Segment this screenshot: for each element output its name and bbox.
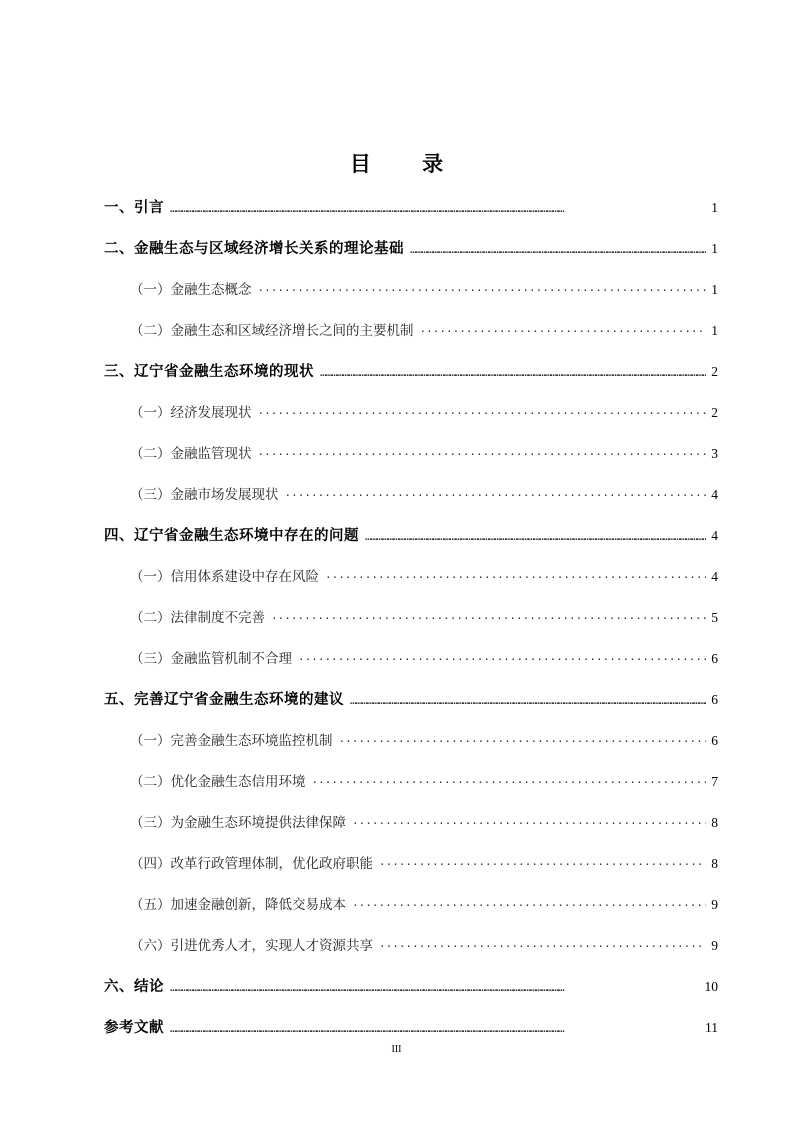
toc-entry: [130, 606, 718, 630]
toc-leader-dots: [170, 981, 703, 994]
toc-entry: [130, 442, 718, 466]
toc-leader-dots: [350, 694, 706, 707]
toc-leader-dots: [170, 1022, 703, 1035]
toc-entry-label: （二）优化金融生态信用环境: [130, 774, 306, 790]
toc-entry: [104, 524, 718, 548]
toc-entry-label: （三）金融监管机制不合理: [130, 651, 292, 667]
toc-leader-dots: [339, 735, 707, 748]
toc-entry-label: 五、完善辽宁省金融生态环境的建议: [104, 692, 344, 708]
toc-entry: [130, 934, 718, 958]
toc-entry: [104, 975, 718, 999]
toc-entry-page: 4: [711, 569, 718, 584]
toc-entry-page: 9: [711, 938, 718, 953]
toc-entry: [104, 196, 718, 220]
toc-entry: [130, 729, 718, 753]
toc-entry-label: （三）为金融生态环境提供法律保障: [130, 815, 346, 831]
toc-entry-label: （一）信用体系建设中存在风险: [130, 569, 319, 585]
toc-entry-label: （二）法律制度不完善: [130, 610, 265, 626]
toc-leader-dots: [312, 776, 707, 789]
toc-entry-label: 参考文献: [104, 1020, 164, 1036]
toc-leader-dots: [271, 612, 706, 625]
toc-entry-label: 六、结论: [104, 979, 164, 995]
toc-entry-label: 三、辽宁省金融生态环境的现状: [104, 364, 314, 380]
toc-entry-page: 10: [704, 979, 718, 994]
toc-entry-page: 1: [711, 200, 718, 215]
toc-leader-dots: [352, 899, 706, 912]
toc-entry: [130, 401, 718, 425]
toc-entry: [104, 688, 718, 712]
toc-leader-dots: [420, 325, 707, 338]
toc-entry-label: 一、引言: [104, 200, 164, 216]
toc-leader-dots: [352, 817, 706, 830]
toc-entry: [130, 319, 718, 343]
toc-leader-dots: [410, 243, 706, 256]
toc-entry-page: 1: [711, 323, 718, 338]
toc-entry-label: （一）金融生态概念: [130, 282, 252, 298]
toc-entry-label: （四）改革行政管理体制，优化政府职能: [130, 856, 373, 872]
toc-entry: [130, 770, 718, 794]
toc-entry-label: （三）金融市场发展现状: [130, 487, 279, 503]
toc-leader-dots: [379, 940, 706, 953]
toc-entry: [130, 893, 718, 917]
toc-entry-label: （二）金融监管现状: [130, 446, 252, 462]
toc-entry-label: （二）金融生态和区域经济增长之间的主要机制: [130, 323, 414, 339]
toc-title: 目 录: [349, 151, 466, 176]
toc-leader-dots: [298, 653, 706, 666]
toc-leader-dots: [320, 366, 706, 379]
toc-leader-dots: [325, 571, 706, 584]
toc-entry-page: 9: [711, 897, 718, 912]
toc-entry-page: 8: [711, 856, 718, 871]
toc-entry-page: 6: [711, 733, 718, 748]
toc-entry-page: 2: [711, 364, 718, 379]
toc-entry-page: 11: [705, 1020, 718, 1035]
toc-entry-label: 四、辽宁省金融生态环境中存在的问题: [104, 528, 359, 544]
toc-entry-page: 6: [711, 692, 718, 707]
toc-entry-page: 4: [711, 528, 718, 543]
toc-entry-page: 4: [711, 487, 718, 502]
toc-entry-label: 二、金融生态与区域经济增长关系的理论基础: [104, 241, 404, 257]
toc-leader-dots: [258, 448, 707, 461]
toc-entry-label: （五）加速金融创新，降低交易成本: [130, 897, 346, 913]
toc-leader-dots: [379, 858, 706, 871]
toc-leader-dots: [258, 284, 707, 297]
toc-entry-page: 7: [711, 774, 718, 789]
toc-entry: [130, 811, 718, 835]
toc-entry-page: 1: [711, 282, 718, 297]
toc-entry-label: （一）经济发展现状: [130, 405, 252, 421]
toc-entry: [130, 852, 718, 876]
toc-entry: [130, 647, 718, 671]
toc-entry-label: （六）引进优秀人才，实现人才资源共享: [130, 938, 373, 954]
toc-entry-page: 1: [711, 241, 718, 256]
toc-entry: [130, 278, 718, 302]
toc-entry: [104, 237, 718, 261]
toc-leader-dots: [170, 202, 706, 215]
toc-entry: [130, 483, 718, 507]
toc-entry-label: （一）完善金融生态环境监控机制: [130, 733, 333, 749]
toc-entry-page: 5: [711, 610, 718, 625]
toc-entry-page: 8: [711, 815, 718, 830]
toc-entry-page: 3: [711, 446, 718, 461]
toc-leader-dots: [365, 530, 706, 543]
toc-entry-page: 2: [711, 405, 718, 420]
page-footer-number: III: [391, 1044, 402, 1055]
toc-entry: [104, 1016, 718, 1040]
toc-entry: [104, 360, 718, 384]
toc-leader-dots: [258, 407, 707, 420]
toc-leader-dots: [285, 489, 707, 502]
toc-entry-page: 6: [711, 651, 718, 666]
toc-entry: [130, 565, 718, 589]
